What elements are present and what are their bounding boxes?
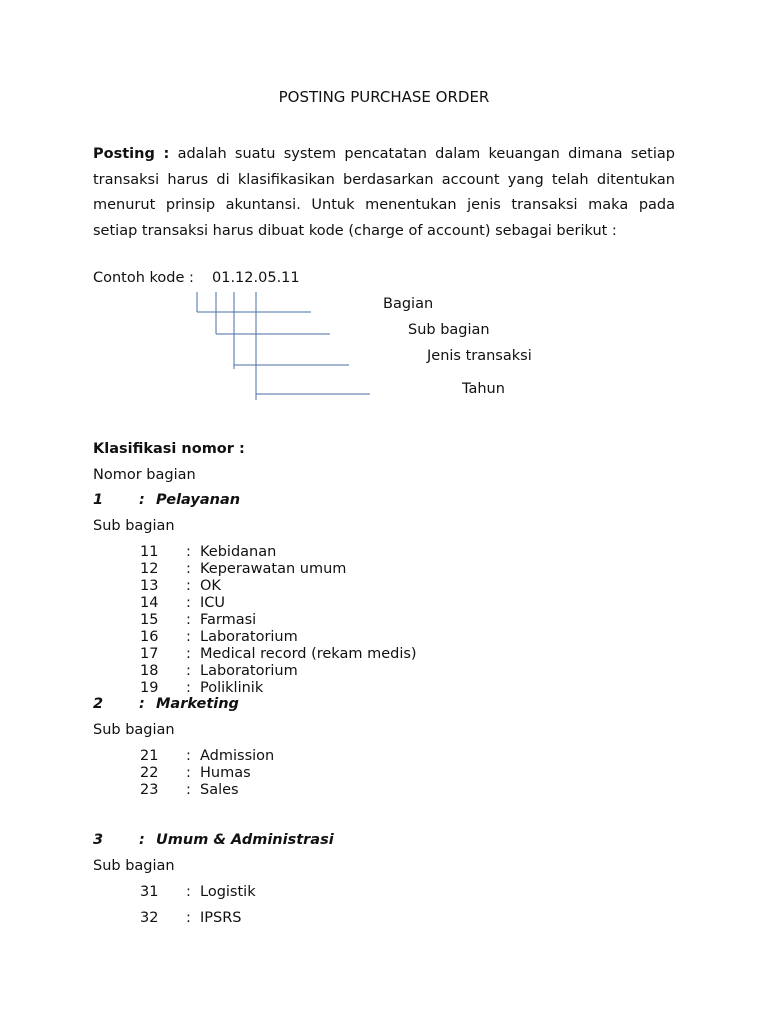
item-name: Poliklinik [200, 680, 264, 696]
page-title: POSTING PURCHASE ORDER [278, 88, 490, 106]
item-code: 16 [140, 629, 159, 645]
section-number: 3 [93, 832, 104, 848]
item-colon: : [186, 663, 191, 679]
section-number: 1 [93, 492, 104, 508]
item-name: OK [200, 578, 221, 594]
item-name: IPSRS [200, 910, 242, 926]
item-colon: : [186, 680, 191, 696]
item-code: 18 [140, 663, 159, 679]
item-code: 31 [140, 884, 159, 900]
item-code: 13 [140, 578, 159, 594]
item-colon: : [186, 884, 191, 900]
item-name: Medical record (rekam medis) [200, 646, 417, 662]
item-code: 32 [140, 910, 159, 926]
item-colon: : [186, 578, 191, 594]
sub-bagian-label: Sub bagian [93, 722, 175, 738]
item-name: Laboratorium [200, 629, 298, 645]
sub-bagian-label: Sub bagian [93, 858, 175, 874]
code-part-tahun: Tahun [462, 381, 505, 397]
item-name: Keperawatan umum [200, 561, 347, 577]
item-colon: : [186, 595, 191, 611]
item-name: Logistik [200, 884, 256, 900]
section-colon: : [139, 492, 145, 508]
code-part-sub-bagian: Sub bagian [408, 322, 490, 338]
item-code: 17 [140, 646, 159, 662]
code-part-jenis-transaksi: Jenis transaksi [427, 348, 532, 364]
item-colon: : [186, 544, 191, 560]
item-code: 14 [140, 595, 159, 611]
item-colon: : [186, 910, 191, 926]
item-colon: : [186, 765, 191, 781]
item-code: 22 [140, 765, 159, 781]
code-part-bagian: Bagian [383, 296, 434, 312]
item-name: Admission [200, 748, 275, 764]
section-number: 2 [93, 696, 104, 712]
item-code: 11 [140, 544, 159, 560]
item-colon: : [186, 748, 191, 764]
item-colon: : [186, 629, 191, 645]
item-code: 12 [140, 561, 159, 577]
definition-term: Posting : [93, 146, 170, 162]
item-name: Laboratorium [200, 663, 298, 679]
section-colon: : [139, 832, 145, 848]
item-name: ICU [200, 595, 226, 611]
sub-bagian-label: Sub bagian [93, 518, 175, 534]
item-name: Farmasi [200, 612, 257, 628]
nomor-bagian-label: Nomor bagian [93, 467, 196, 483]
item-code: 21 [140, 748, 159, 764]
item-colon: : [186, 561, 191, 577]
section-colon: : [139, 696, 145, 712]
item-name: Sales [200, 782, 239, 798]
item-code: 23 [140, 782, 159, 798]
item-code: 15 [140, 612, 159, 628]
code-breakdown-diagram [0, 0, 768, 420]
code-example-value: 01.12.05.11 [212, 270, 300, 286]
item-code: 19 [140, 680, 159, 696]
item-colon: : [186, 612, 191, 628]
definition-text: adalah suatu system pencatatan dalam keuangan dimana setiap transaksi harus di klasifikasikan berdasarkan account yang telah ditentukan menurut prinsip akuntansi. Untuk menentukan jenis transaksi maka pada setiap transaksi harus dibuat kode (charge of account) sebagai berikut : [93, 146, 675, 239]
classification-heading: Klasifikasi nomor : [93, 441, 245, 457]
section-name: Marketing [156, 696, 239, 712]
item-name: Kebidanan [200, 544, 277, 560]
item-name: Humas [200, 765, 251, 781]
section-name: Umum & Administrasi [156, 832, 334, 848]
item-colon: : [186, 646, 191, 662]
section-name: Pelayanan [156, 492, 241, 508]
code-example-label: Contoh kode : [93, 270, 194, 286]
item-colon: : [186, 782, 191, 798]
